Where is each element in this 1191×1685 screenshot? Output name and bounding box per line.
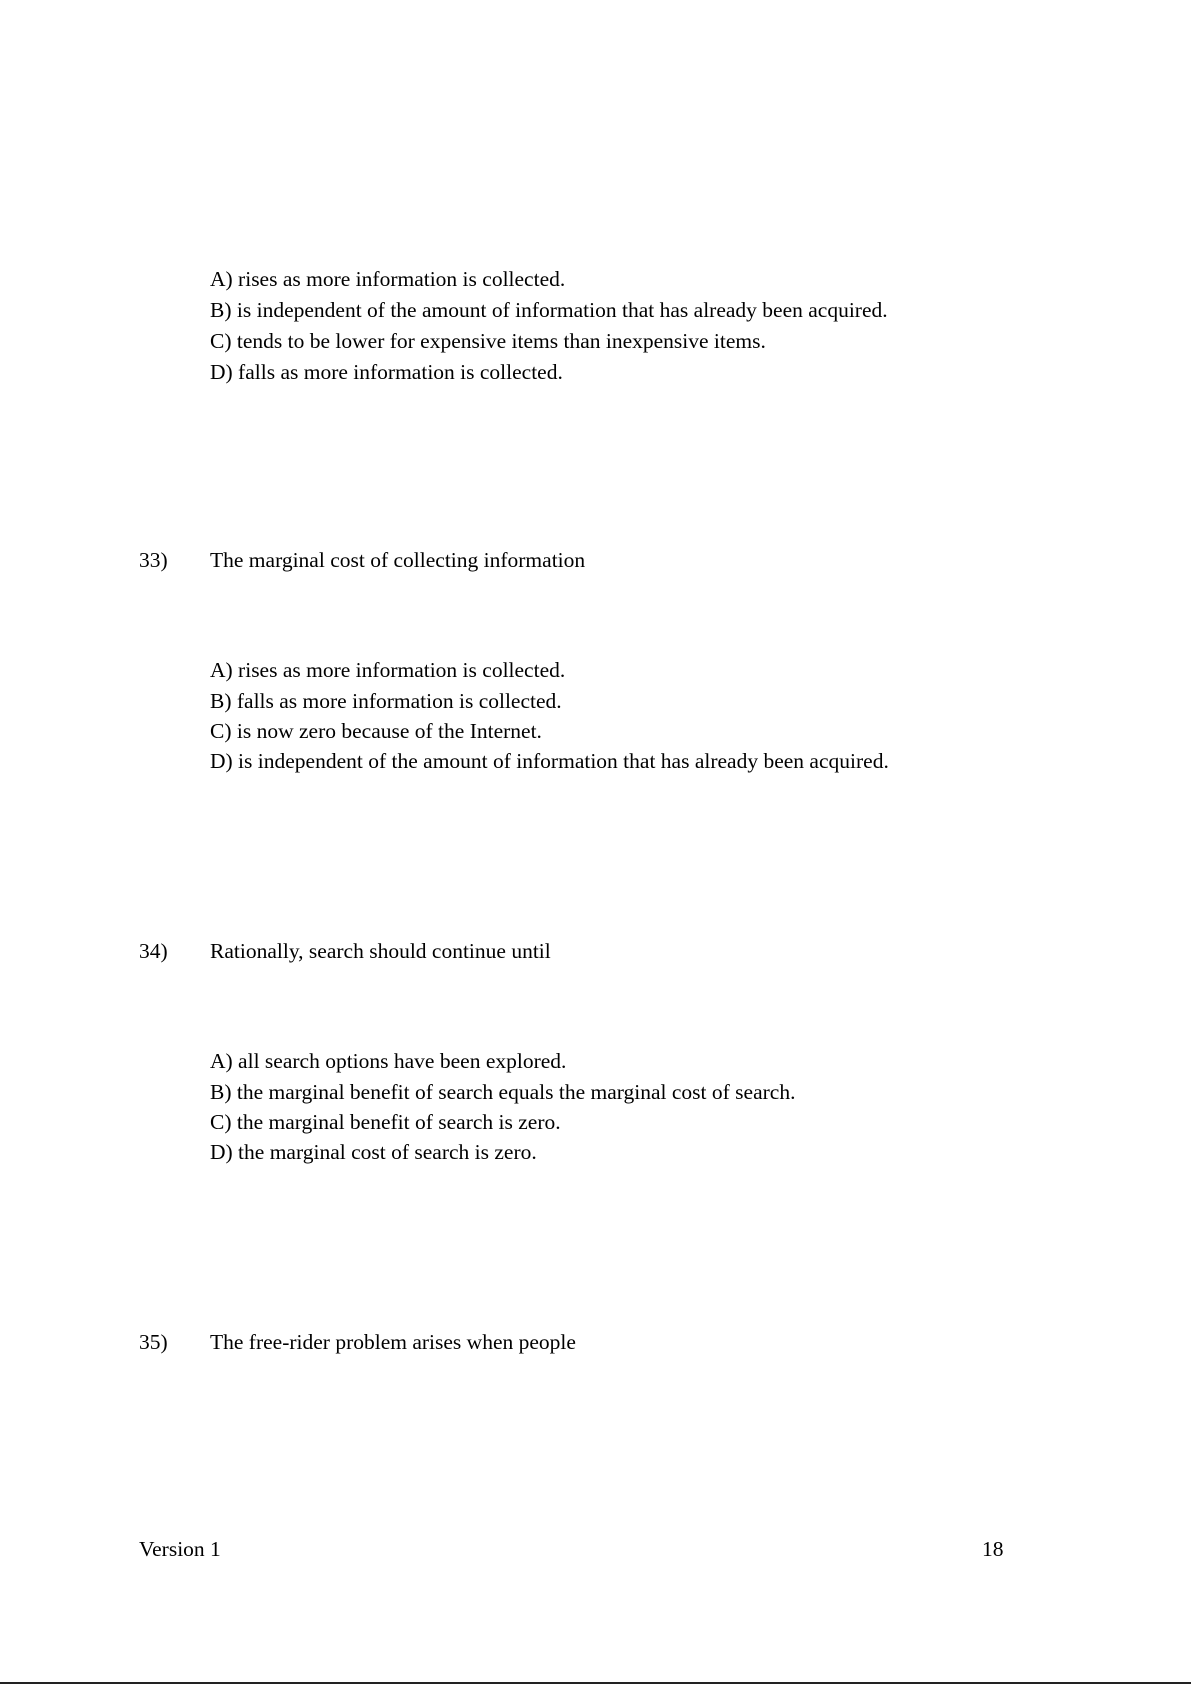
question-34-option-c: C) the marginal benefit of search is zero. (210, 1110, 561, 1134)
bottom-edge-rule (0, 1682, 1191, 1684)
question-34-option-d: D) the marginal cost of search is zero. (210, 1140, 537, 1164)
question-33-option-a: A) rises as more information is collected. (210, 658, 566, 682)
question-33-option-d: D) is independent of the amount of information that has already been acquired. (210, 749, 889, 773)
question-33-text: The marginal cost of collecting information (210, 548, 586, 572)
question-34-number: 34) (139, 939, 168, 963)
question-35-number: 35) (139, 1330, 168, 1354)
question-33-number: 33) (139, 548, 168, 572)
footer-version: Version 1 (139, 1537, 221, 1561)
question-34-text: Rationally, search should continue until (210, 939, 551, 963)
prev-question-option-c: C) tends to be lower for expensive items than inexpensive items. (210, 329, 766, 353)
prev-question-option-d: D) falls as more information is collected. (210, 360, 563, 384)
question-34-option-b: B) the marginal benefit of search equals the marginal cost of search. (210, 1080, 796, 1104)
footer-page-number: 18 (982, 1537, 1004, 1561)
question-33-option-c: C) is now zero because of the Internet. (210, 719, 542, 743)
prev-question-option-a: A) rises as more information is collected. (210, 267, 566, 291)
prev-question-option-b: B) is independent of the amount of information that has already been acquired. (210, 298, 888, 322)
question-33-option-b: B) falls as more information is collected. (210, 689, 562, 713)
question-34-option-a: A) all search options have been explored. (210, 1049, 567, 1073)
question-35-text: The free-rider problem arises when people (210, 1330, 576, 1354)
